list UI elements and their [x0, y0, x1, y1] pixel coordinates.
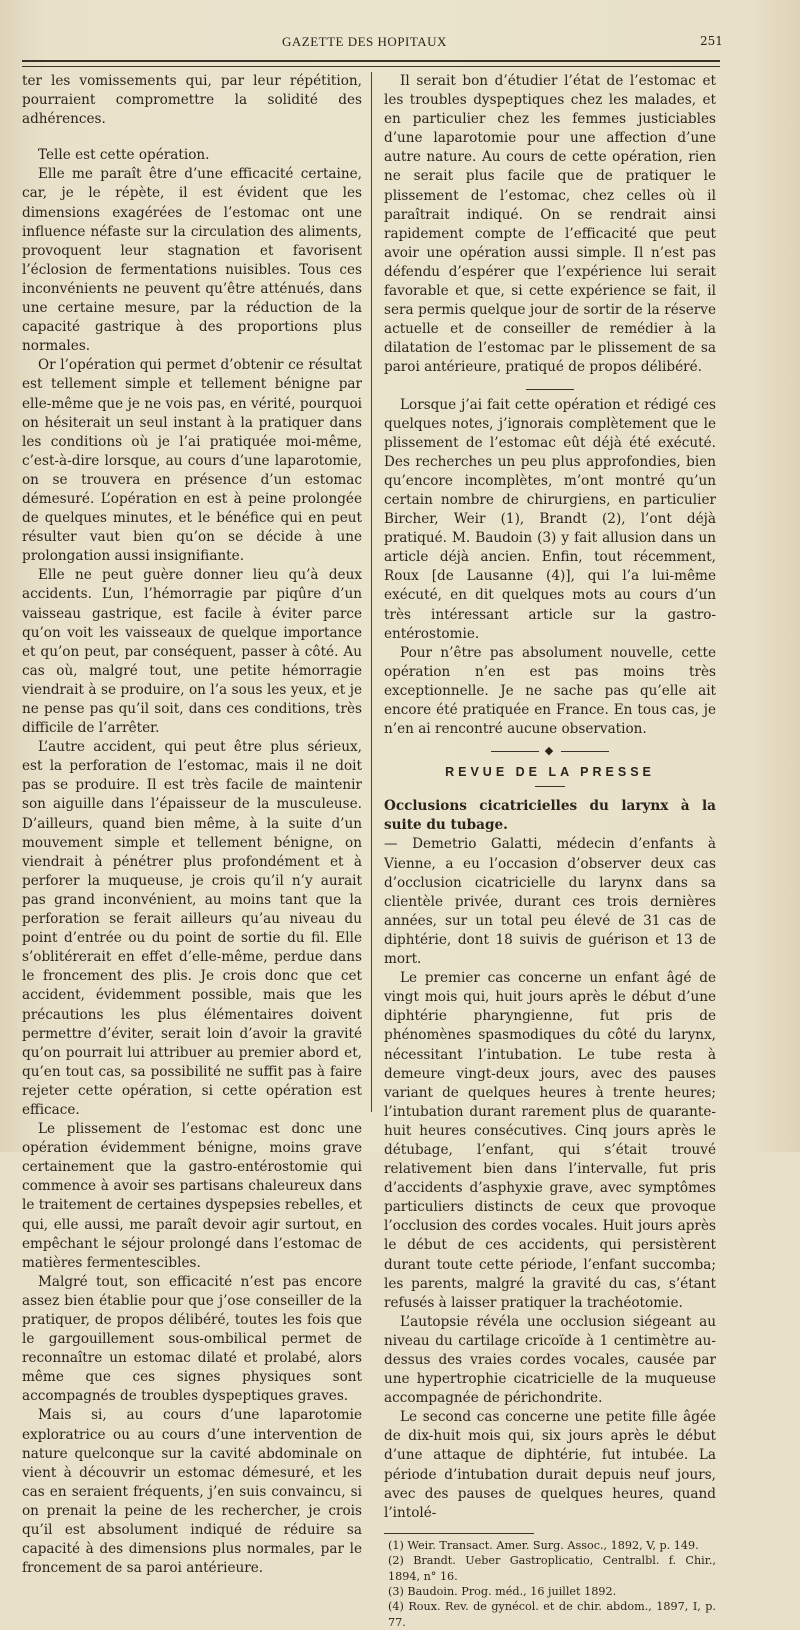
footnote: (4) Roux. Rev. de gynécol. et de chir. abdom., 1897, I, p. 77.: [388, 1600, 716, 1629]
paragraph: Lorsque j’ai fait cette opération et rédigé ces quelques notes, j’ignorais complètement que le plissement de l’estomac eût déjà été exécuté. Des recherches un peu plus approfondies, bien qu’encore incomplètes, m’ont montré qu’un certain nombre de chirurgiens, en particulier Bircher, Weir (1), Brandt (2), l’ont déjà pratiqué. M. Baudoin (3) y fait allusion dans un article déjà ancien. Enfin, tout récemment, Roux [de Lausanne (4)], qui l’a lui-même exécuté, en dit quelques mots au cours d’un très intéressant article sur la gastro-entérostomie.: [384, 396, 716, 642]
footnotes: [384, 1538, 716, 1630]
left-column: [22, 72, 362, 1578]
paragraph: Le premier cas concerne un enfant âgé de vingt mois qui, huit jours après le début d’une diphtérie pharyngienne, fut pris de phénomènes spasmodiques du côté du larynx, nécessitant l’intubation. Le tube resta à demeure vingt-deux jours, avec des pauses variant de quelques heures à trente heures; l’intubation durant rarement plus de quarante-huit heures consécutives. Cinq jours après le détubage, l’enfant, qui s’était trouvé relativement bien dans l’intervalle, fut pris d’accidents d’asphyxie grave, avec symptômes particuliers distincts de ceux que provoque l’occlusion des cordes vocales. Huit jours après le début de ces accidents, qui persistèrent durant toute cette période, l’enfant succomba; les parents, malgré la gravité du cas, s’étant refusés à laisser pratiquer la trachéotomie.: [384, 970, 716, 1311]
footnote: (1) Weir. Transact. Amer. Surg. Assoc., 1892, V, p. 149.: [388, 1538, 699, 1552]
paragraph: Pour n’être pas absolument nouvelle, cette opération n’en est pas moins très exceptionnelle. Je ne sache pas qu’elle ait encore été pratiquée en France. En tous cas, je n’en ai rencontré aucune observation.: [384, 644, 716, 738]
paragraph: — Demetrio Galatti, médecin d’enfants à Vienne, a eu l’occasion d’observer deux cas d’occlusion cicatricielle du larynx dans sa clientèle privée, durant ces trois dernières années, sur un total peu élevé de 31 cas de diphtérie, dont 18 suivis de guérison et 13 de mort.: [384, 836, 716, 968]
section-divider: [384, 380, 716, 390]
right-column: [384, 72, 716, 1630]
header-rule-thick: [22, 60, 720, 62]
footnote-rule: [384, 1533, 534, 1534]
section-title: REVUE DE LA PRESSE: [445, 765, 655, 780]
paragraph: Elle me paraît être d’une efficacité certaine, car, je le répète, il est évident que les dimensions exagérées de l’estomac ont une influence néfaste sur la circulation des aliments, provoquent leur stagnation et favorisent l’éclosion de fermentations nuisibles. Tous ces inconvénients ne peuvent qu’être atténués, dans une certaine mesure, par la réduction de la capacité gastrique à des proportions plus normales.: [22, 166, 362, 355]
paragraph: Malgré tout, son efficacité n’est pas encore assez bien établie pour que j’ose conseiller de la pratiquer, de propos délibéré, toutes les fois que le gargouillement sous-ombilical permet de reconnaître un estomac dilaté et prolabé, alors même que ces signes physiques sont accompagnés de troubles dyspeptiques graves.: [22, 1273, 362, 1405]
paragraph: Elle ne peut guère donner lieu qu’à deux accidents. L’un, l’hémorragie par piqûre d’un vaisseau gastrique, est facile à éviter parce qu’on voit les vaisseaux de quelque importance et qu’on peut, par conséquent, passer à côté. Au cas où, malgré tout, une petite hémorragie viendrait à se produire, on l’a sous les yeux, et je ne pense pas qu’il soit, dans ces conditions, très difficile de l’arrêter.: [22, 567, 362, 737]
paragraph: Le plissement de l’estomac est donc une opération évidemment bénigne, moins grave certainement que la gastro-entérostomie qui commence à avoir ses partisans chaleureux dans le traitement de certaines dyspepsies rebelles, et qui, elle aussi, me paraît devoir agir surtout, en empêchant le séjour prolongé dans l’estomac de matières fermentescibles.: [22, 1121, 362, 1271]
footnote: (3) Baudoin. Prog. méd., 16 juillet 1892.: [388, 1585, 617, 1599]
paragraph: Il serait bon d’étudier l’état de l’estomac et les troubles dyspeptiques chez les malades, et en particulier chez les femmes justiciables d’une laparotomie pour une affection d’une autre nature. Au cours de cette opération, rien ne serait plus facile que de pratiquer le plissement de l’estomac, chez celles où il paraîtrait indiqué. On se rendrait ainsi rapidement compte de l’efficacité que peut avoir une opération aussi simple. Il n’est pas défendu d’espérer que l’expérience lui serait favorable et que, si cette expérience se fait, il sera permis quelque jour de sortir de la réserve actuelle et de conseiller de remédier à la dilatation de l’estomac par le plissement de sa paroi antérieure, pratiqué de propos délibéré.: [384, 73, 716, 376]
paragraph: L’autre accident, qui peut être plus sérieux, est la perforation de l’estomac, mais il ne doit pas se produire. Il est très facile de maintenir son aiguille dans l’épaisseur de la musculeuse. D’ailleurs, quand bien même, à la suite d’un mouvement simple et tellement bénigne, on viendrait à pénétrer plus profondément et à perforer la muqueuse, je crois qu’il n’y aurait pas grand inconvénient, au moins tant que la perforation se ferait ailleurs qu’au niveau du point d’entrée ou du point de sortie du fil. Elle s’oblitérerait en effet d’elle-même, perdue dans le froncement des plis. Je crois donc que cet accident, évidemment possible, mais que les précautions les plus élémentaires doivent permettre d’éviter, serait loin d’avoir la gravité qu’on pourrait lui attribuer au premier abord et, qu’en tout cas, sa possibilité ne suffit pas à faire rejeter cette opération, si cette opération est efficace.: [22, 739, 362, 1118]
paragraph: Telle est cette opération.: [38, 147, 210, 164]
paragraph: Or l’opération qui permet d’obtenir ce résultat est tellement simple et tellement bénigne par elle-même que je ne vois pas, en vérité, pourquoi on hésiterait un seul instant à la pratiquer dans les conditions où je l’ai pratiquée moi-même, c’est-à-dire lorsque, au cours d’une laparotomie, on se trouvera en présence d’un estomac démesuré. L’opération en est à peine prolongée de quelques minutes, et le bénéfice qui en peut résulter vaut bien qu’on se décide à une prolongation aussi insignifiante.: [22, 357, 362, 565]
footnote: (2) Brandt. Ueber Gastroplicatio, Centralbl. f. Chir., 1894, n° 16.: [388, 1554, 716, 1583]
column-separator: [371, 72, 372, 1112]
page-number: 251: [700, 34, 723, 48]
paragraph: L’autopsie révéla une occlusion siégeant au niveau du cartilage cricoïde à 1 centimètre au-dessus des vraies cordes vocales, causée par une hypertrophie cicatricielle de la muqueuse accompagnée de périchondrite.: [384, 1313, 716, 1407]
title-rule: [535, 786, 565, 787]
running-head: [0, 34, 800, 54]
journal-title: GAZETTE DES HOPITAUX: [282, 34, 447, 49]
article-title: Occlusions cicatricielles du larynx à la suite du tubage.: [384, 798, 716, 834]
paragraph: Le second cas concerne une petite fille âgée de dix-huit mois qui, six jours après le début d’une attaque de diphtérie, fut intubée. La période d’intubation durait depuis neuf jours, avec des pauses de quelques heures, quand l’intolé-: [384, 1409, 716, 1521]
paragraph: Mais si, au cours d’une laparotomie exploratrice ou au cours d’une intervention de nature quelconque sur la cavité abdominale on vient à découvrir un estomac démesuré, et les cas en seraient fréquents, j’en suis convaincu, si on prenait la peine de les rechercher, je crois qu’il est absolument indiqué de réduire sa capacité à des dimensions plus normales, par le froncement de sa paroi antérieure.: [22, 1407, 362, 1577]
header-rule-thin: [22, 66, 720, 67]
ornament-divider: ◆: [384, 741, 716, 751]
paragraph: ter les vomissements qui, par leur répétition, pourraient compromettre la solidité des adhérences.: [22, 73, 362, 128]
